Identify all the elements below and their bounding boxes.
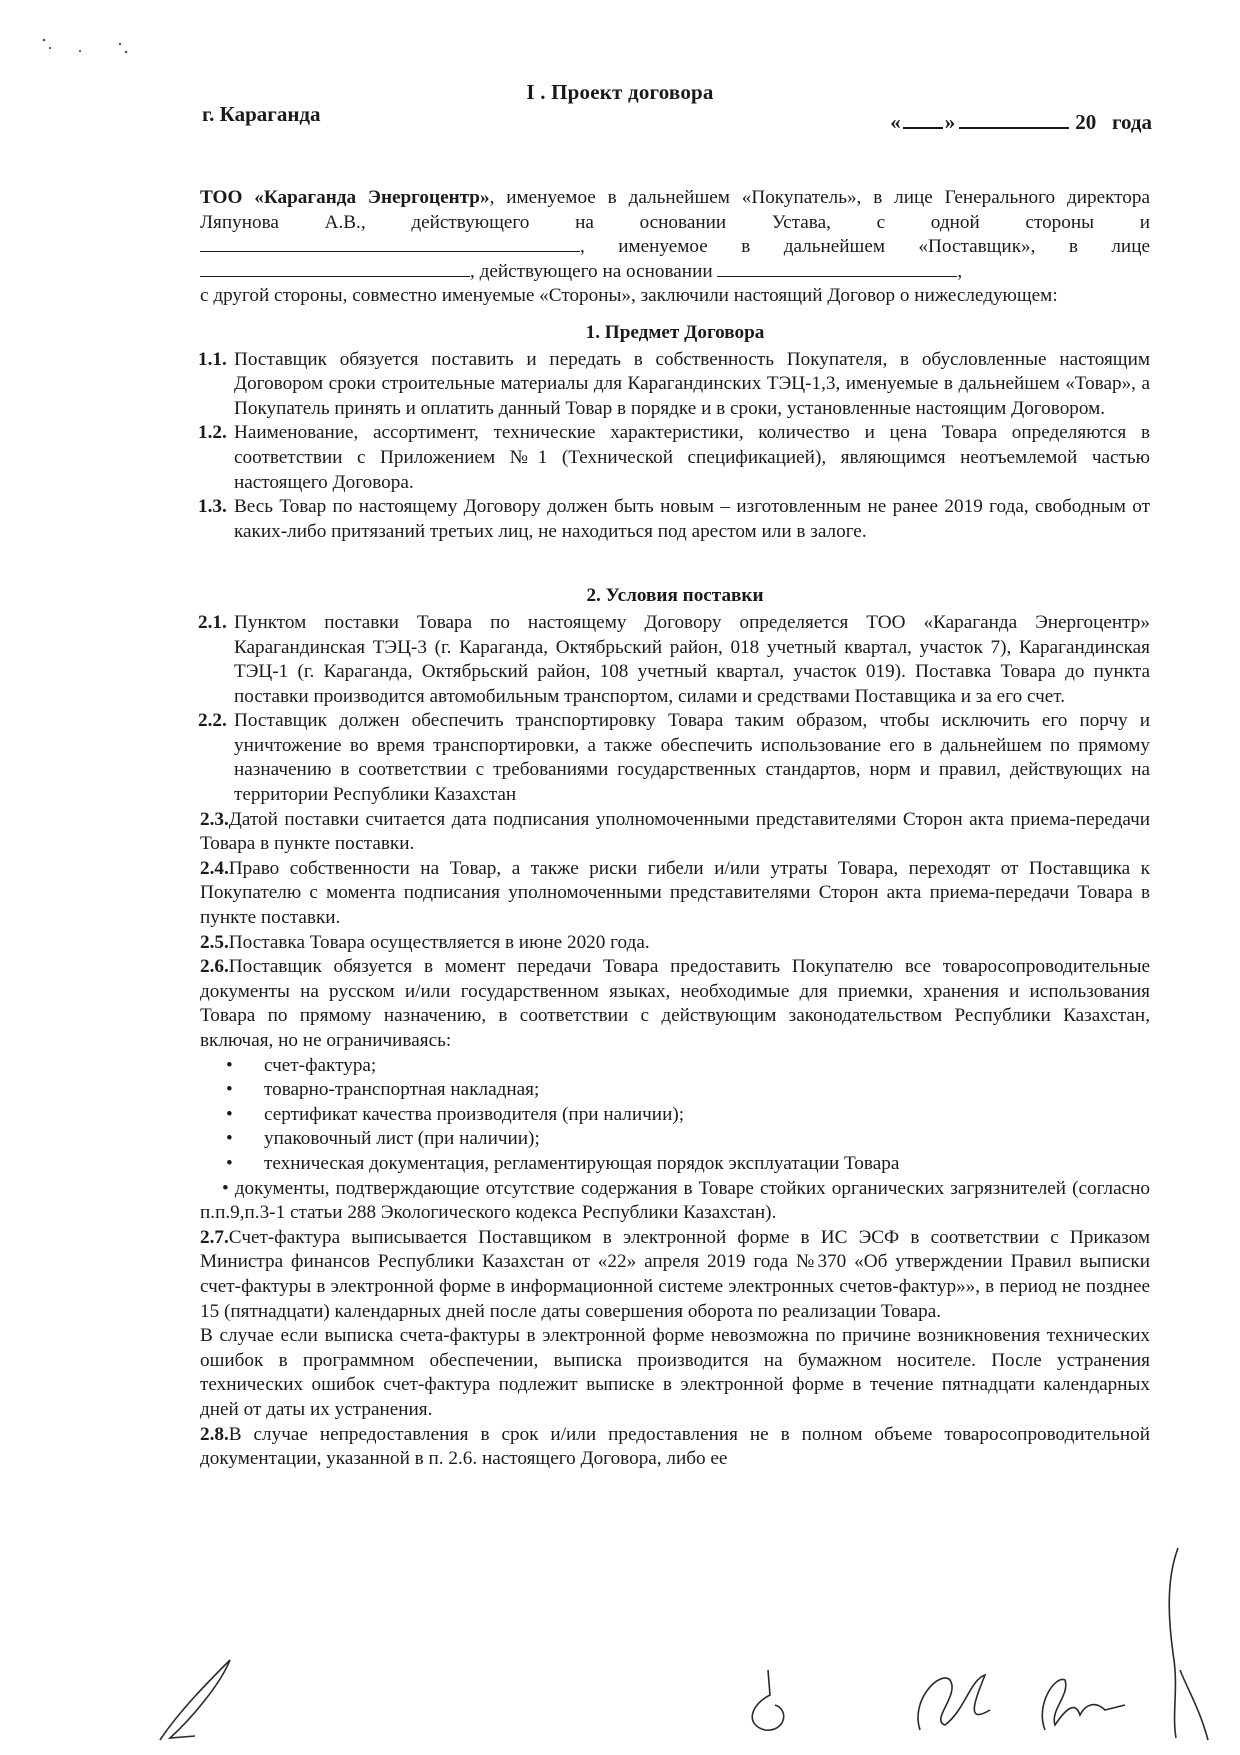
- clause-text: Наименование, ассортимент, технические характеристики, количество и цена Товара определяются в соответствии с Приложением №1 (Технической спецификацией), являющимся неотъемлемой частью настоящего Договора.: [234, 422, 1150, 493]
- day-blank: [903, 127, 943, 129]
- clause-text: Поставщик обязуется в момент передачи Товара предоставить Покупателю все товаросопроводительные документы на русском и/или государственном языках, необходимые для приемки, хранения и использования Товара по прямому назначению, в соответствии с действующим законодательством Республики Казахстан, включая, но не ограничиваясь:: [200, 956, 1150, 1051]
- year-label: 20 года: [1075, 110, 1152, 134]
- clause-text: Поставщик должен обеспечить транспортировку Товара таким образом, чтобы исключить его порчу и уничтожение во время транспортировки, а также обеспечить использование его в дальнейшем по прямому назначению в соответствии с требованиями государственных стандартов, норм и правил, действующих на территории Республики Казахстан: [234, 710, 1150, 806]
- clause-2-1: [200, 611, 1150, 709]
- page-initials: [150, 1650, 1160, 1750]
- clause-text: В случае непредоставления в срок и/или предоставления не в полном объеме товаросопроводительной документации, указанной в п. 2.6. настоящего Договора, либо ее: [200, 1423, 1150, 1470]
- clause-2-2: [200, 709, 1150, 807]
- preamble: [200, 186, 1150, 284]
- clause-number: 2.2.: [198, 710, 227, 732]
- list-item: • товарно-транспортная накладная;: [226, 1078, 1150, 1103]
- clause-number: 2.8.: [200, 1423, 229, 1445]
- initial-mark-left: [160, 1660, 230, 1740]
- clause-2-8: [200, 1423, 1150, 1472]
- clause-text: Счет-фактура выписывается Поставщиком в электронной форме в ИС ЭСФ в соответствии с Приказом Министра финансов Республики Казахстан от «22» апреля 2019 года №370 «Об утверждении Правил выписки счет-фактуры в электронной форме в информационной системе электронных счетов-фактур»», в период не позднее 15 (пятнадцати) календарных дней после даты совершения оборота по реализации Товара.: [200, 1226, 1150, 1322]
- section2-heading: 2. Условия поставки: [586, 585, 764, 607]
- documents-list: [200, 1054, 1150, 1177]
- clause-number: 1.1.: [198, 348, 227, 370]
- preamble-line3a: , действующего на основании: [470, 260, 713, 282]
- clause-text: Право собственности на Товар, а также риски гибели и/или утраты Товара, переходят от Поставщика к Покупателю с момента подписания уполномоченными представителями Сторон акта приема-передачи Товара в пункте поставки.: [200, 857, 1150, 929]
- preamble-line1: , именуемое в дальнейшем «Покупатель», в лице Генерального директора Ляпунова А.В., действующего на основании Устава, с одной стороны и: [200, 187, 1150, 233]
- list-item: • техническая документация, регламентирующая порядок эксплуатации Товара: [226, 1152, 1150, 1177]
- clause-number: 2.7.: [200, 1226, 229, 1248]
- signature-mark-2: [1042, 1679, 1125, 1730]
- clause-2-6-extra: • документы, подтверждающие отсутствие содержания в Товаре стойких органических загрязнителей (согласно п.п.9,п.3-1 статьи 288 Экологического кодекса Республики Казахстан).: [200, 1177, 1150, 1224]
- clause-text: Поставка Товара осуществляется в июне 2020 года.: [228, 931, 650, 953]
- contract-body: [200, 186, 1150, 1472]
- scan-specks: [30, 30, 140, 70]
- signature-mark-1: [918, 1675, 990, 1730]
- date-line: [890, 110, 1152, 135]
- clause-2-6: [200, 955, 1150, 1053]
- clause-number: 2.6.: [200, 956, 229, 978]
- clause-2-5: [200, 931, 1150, 956]
- supplier-name-blank: [200, 235, 580, 252]
- clause-2-4: [200, 857, 1150, 931]
- clause-number: 2.4.: [200, 857, 229, 879]
- clause-text: Пунктом поставки Товара по настоящему Договору определяется ТОО «Караганда Энергоцентр» Карагандинская ТЭЦ-3 (г. Караганда, Октябрьский район, 018 учетный квартал, участок 7), Карагандинская ТЭЦ-1 (г. Караганда, Октябрьский район, 108 учетный квартал, участок 019). Поставка Товара до пункта поставки производится автомобильным транспортом, силами и средствами Поставщика и за его счет.: [234, 611, 1150, 707]
- preamble-line2: , именуемое в дальнейшем «Поставщик», в лице: [580, 236, 1150, 258]
- preamble-line4: с другой стороны, совместно именуемые «Стороны», заключили настоящий Договор о нижеследующем:: [200, 285, 1058, 307]
- initial-mark-center: [752, 1670, 783, 1730]
- preamble-line3b: ,: [957, 260, 963, 282]
- buyer-company: ТОО «Караганда Энергоцентр»: [200, 187, 490, 208]
- clause-text: Датой поставки считается дата подписания уполномоченными представителями Сторон акта приема-передачи Товара в пункте поставки.: [200, 808, 1150, 855]
- month-blank: [959, 127, 1069, 129]
- clause-number: 2.5.: [200, 931, 229, 953]
- list-item: • упаковочный лист (при наличии);: [226, 1127, 1150, 1152]
- list-item: • сертификат качества производителя (при наличии);: [226, 1103, 1150, 1128]
- date-close-quote: »: [944, 110, 956, 134]
- clause-2-7-continued: В случае если выписка счета-фактуры в электронной форме невозможна по причине возникновения технических ошибок в программном обеспечении, выписка производится на бумажном носителе. После устранения технических ошибок счет-фактура подлежит выписке в электронной форме в течение пятнадцати календарных дней от даты их устранения.: [200, 1325, 1150, 1420]
- clause-number: 1.3.: [198, 496, 227, 518]
- representative-blank: [200, 260, 470, 277]
- clause-1-1: [200, 348, 1150, 422]
- margin-bracket-mark: [1158, 1540, 1228, 1750]
- clause-text: Поставщик обязуется поставить и передать в собственность Покупателя, в обусловленные настоящим Договором сроки строительные материалы для Карагандинских ТЭЦ-1,3, именуемые в дальнейшем «Товар», а Покупатель принять и оплатить данный Товар в порядке и в сроки, установленные настоящим Договором.: [234, 348, 1150, 419]
- basis-blank: [717, 260, 957, 277]
- document-title: I . Проект договора: [526, 80, 714, 104]
- clause-number: 1.2.: [198, 422, 227, 444]
- city-label: г. Караганда: [202, 102, 321, 126]
- clause-number: 2.1.: [198, 611, 227, 633]
- clause-2-3: [200, 808, 1150, 857]
- clause-1-2: [200, 421, 1150, 495]
- date-open-quote: «: [890, 110, 901, 134]
- clause-1-3: [200, 495, 1150, 544]
- clause-text: Весь Товар по настоящему Договору должен быть новым – изготовленным не ранее 2019 года, свободным от каких-либо притязаний третьих лиц, не находиться под арестом или в залоге.: [234, 496, 1150, 542]
- section1-heading: 1. Предмет Договора: [585, 321, 765, 343]
- list-item: • счет-фактура;: [226, 1054, 1150, 1079]
- clause-number: 2.3.: [200, 808, 229, 830]
- clause-2-7: [200, 1226, 1150, 1324]
